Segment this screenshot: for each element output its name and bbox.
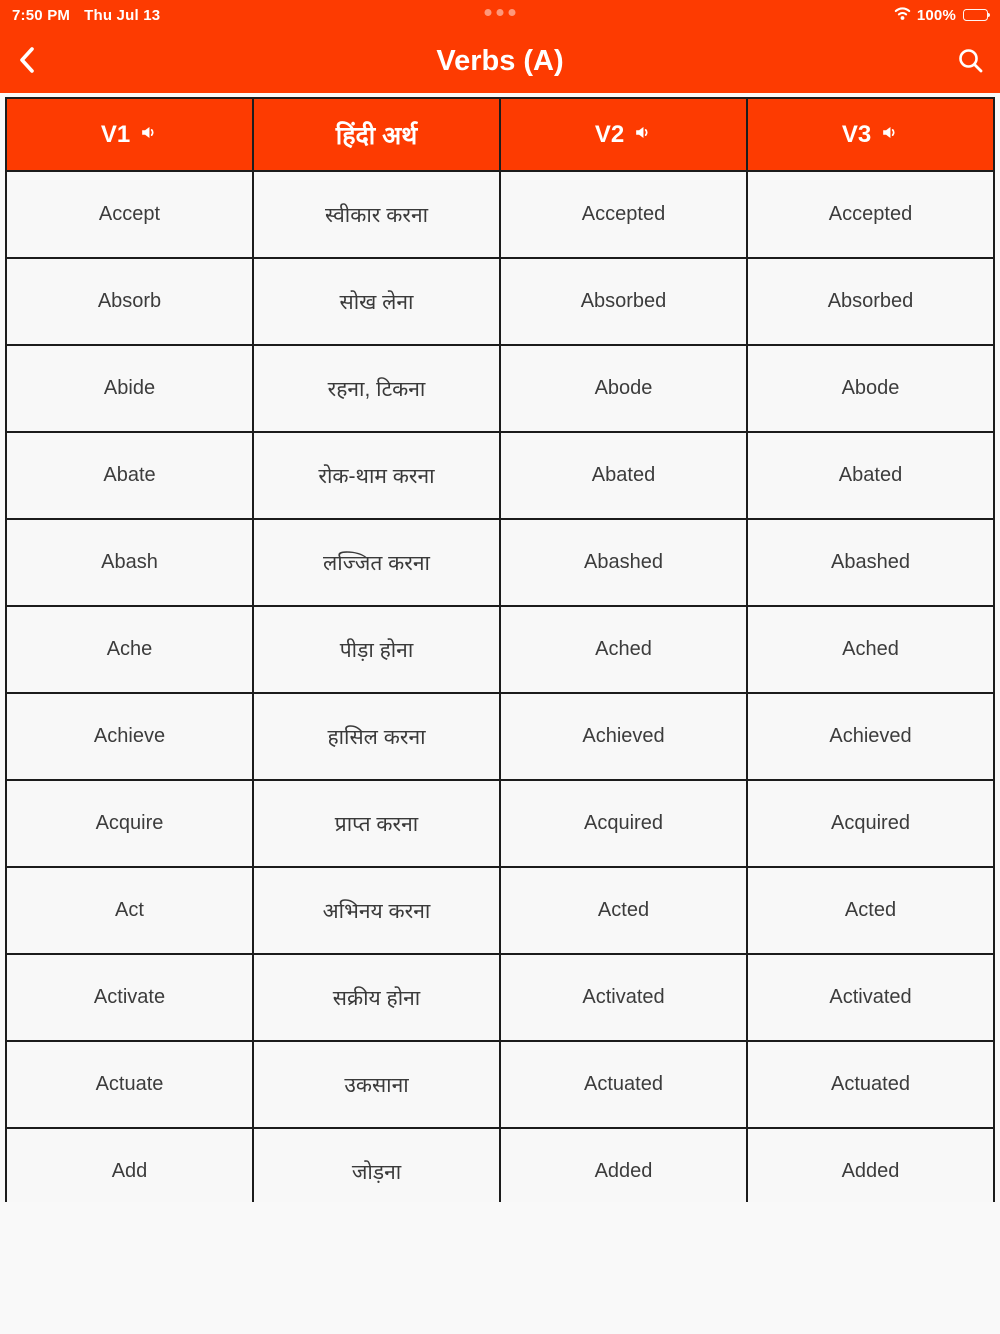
v2-cell: Actuated [500,1041,747,1128]
verb-row[interactable] [6,954,994,1041]
verb-row[interactable] [6,780,994,867]
status-date: Thu Jul 13 [84,6,161,24]
verb-row[interactable] [6,1128,994,1202]
v3-cell: Ached [747,606,994,693]
v3-cell: Actuated [747,1041,994,1128]
v2-cell: Abode [500,345,747,432]
hindi-cell: रहना, टिकना [253,345,500,432]
header-v1 [6,98,253,171]
search-button[interactable] [948,40,992,84]
header-v2 [500,98,747,171]
verbs-table [5,97,995,1202]
v2-cell: Abashed [500,519,747,606]
v2-cell: Acted [500,867,747,954]
header-v2-label: V2 [594,120,625,148]
verb-table-body [6,171,994,1202]
status-bar [0,0,1000,28]
hindi-cell: अभिनय करना [253,867,500,954]
verb-row[interactable] [6,432,994,519]
hindi-cell: रोक-थाम करना [253,432,500,519]
v2-cell: Activated [500,954,747,1041]
ellipsis-dots-icon [485,9,516,16]
v3-cell: Activated [747,954,994,1041]
v1-cell: Absorb [6,258,253,345]
verb-row[interactable] [6,171,994,258]
hindi-cell: जोड़ना [253,1128,500,1202]
speaker-icon[interactable] [880,121,899,149]
v1-cell: Acquire [6,780,253,867]
page-title: Verbs (A) [436,45,564,77]
v3-cell: Achieved [747,693,994,780]
battery-percent: 100% [916,6,956,24]
table-header-row [6,98,994,171]
battery-icon [963,9,988,21]
hindi-cell: स्वीकार करना [253,171,500,258]
header-v1-label: V1 [100,120,131,148]
chevron-left-icon [16,45,40,78]
hindi-cell: लज्जित करना [253,519,500,606]
v1-cell: Accept [6,171,253,258]
v1-cell: Achieve [6,693,253,780]
v3-cell: Abashed [747,519,994,606]
wifi-icon [893,6,912,25]
v1-cell: Abate [6,432,253,519]
v3-cell: Added [747,1128,994,1202]
search-icon [957,47,984,77]
v2-cell: Achieved [500,693,747,780]
verb-row[interactable] [6,345,994,432]
speaker-icon[interactable] [139,121,158,149]
verb-row[interactable] [6,867,994,954]
v3-cell: Acquired [747,780,994,867]
status-time: 7:50 PM [12,6,71,24]
v2-cell: Ached [500,606,747,693]
v3-cell: Abode [747,345,994,432]
v2-cell: Added [500,1128,747,1202]
v2-cell: Acquired [500,780,747,867]
v2-cell: Abated [500,432,747,519]
v3-cell: Accepted [747,171,994,258]
v1-cell: Add [6,1128,253,1202]
verb-row[interactable] [6,258,994,345]
hindi-cell: हासिल करना [253,693,500,780]
v3-cell: Abated [747,432,994,519]
hindi-cell: सोख लेना [253,258,500,345]
header-v3-label: V3 [841,120,872,148]
verb-row[interactable] [6,519,994,606]
verb-row[interactable] [6,606,994,693]
v1-cell: Abash [6,519,253,606]
v1-cell: Actuate [6,1041,253,1128]
v1-cell: Act [6,867,253,954]
header-v3 [747,98,994,171]
speaker-icon[interactable] [633,121,652,149]
v3-cell: Absorbed [747,258,994,345]
app-bar [0,0,1000,93]
v2-cell: Absorbed [500,258,747,345]
status-right [893,6,988,25]
hindi-cell: उकसाना [253,1041,500,1128]
v1-cell: Activate [6,954,253,1041]
hindi-cell: पीड़ा होना [253,606,500,693]
nav-bar [0,28,1000,95]
hindi-cell: सक्रीय होना [253,954,500,1041]
header-hindi [253,98,500,171]
back-button[interactable] [6,40,50,84]
hindi-cell: प्राप्त करना [253,780,500,867]
verb-row[interactable] [6,1041,994,1128]
v1-cell: Ache [6,606,253,693]
header-hindi-label: हिंदी अर्थ [335,121,418,150]
status-left [12,7,160,24]
v2-cell: Accepted [500,171,747,258]
v1-cell: Abide [6,345,253,432]
verb-row[interactable] [6,693,994,780]
verbs-table-container [5,97,995,1202]
v3-cell: Acted [747,867,994,954]
